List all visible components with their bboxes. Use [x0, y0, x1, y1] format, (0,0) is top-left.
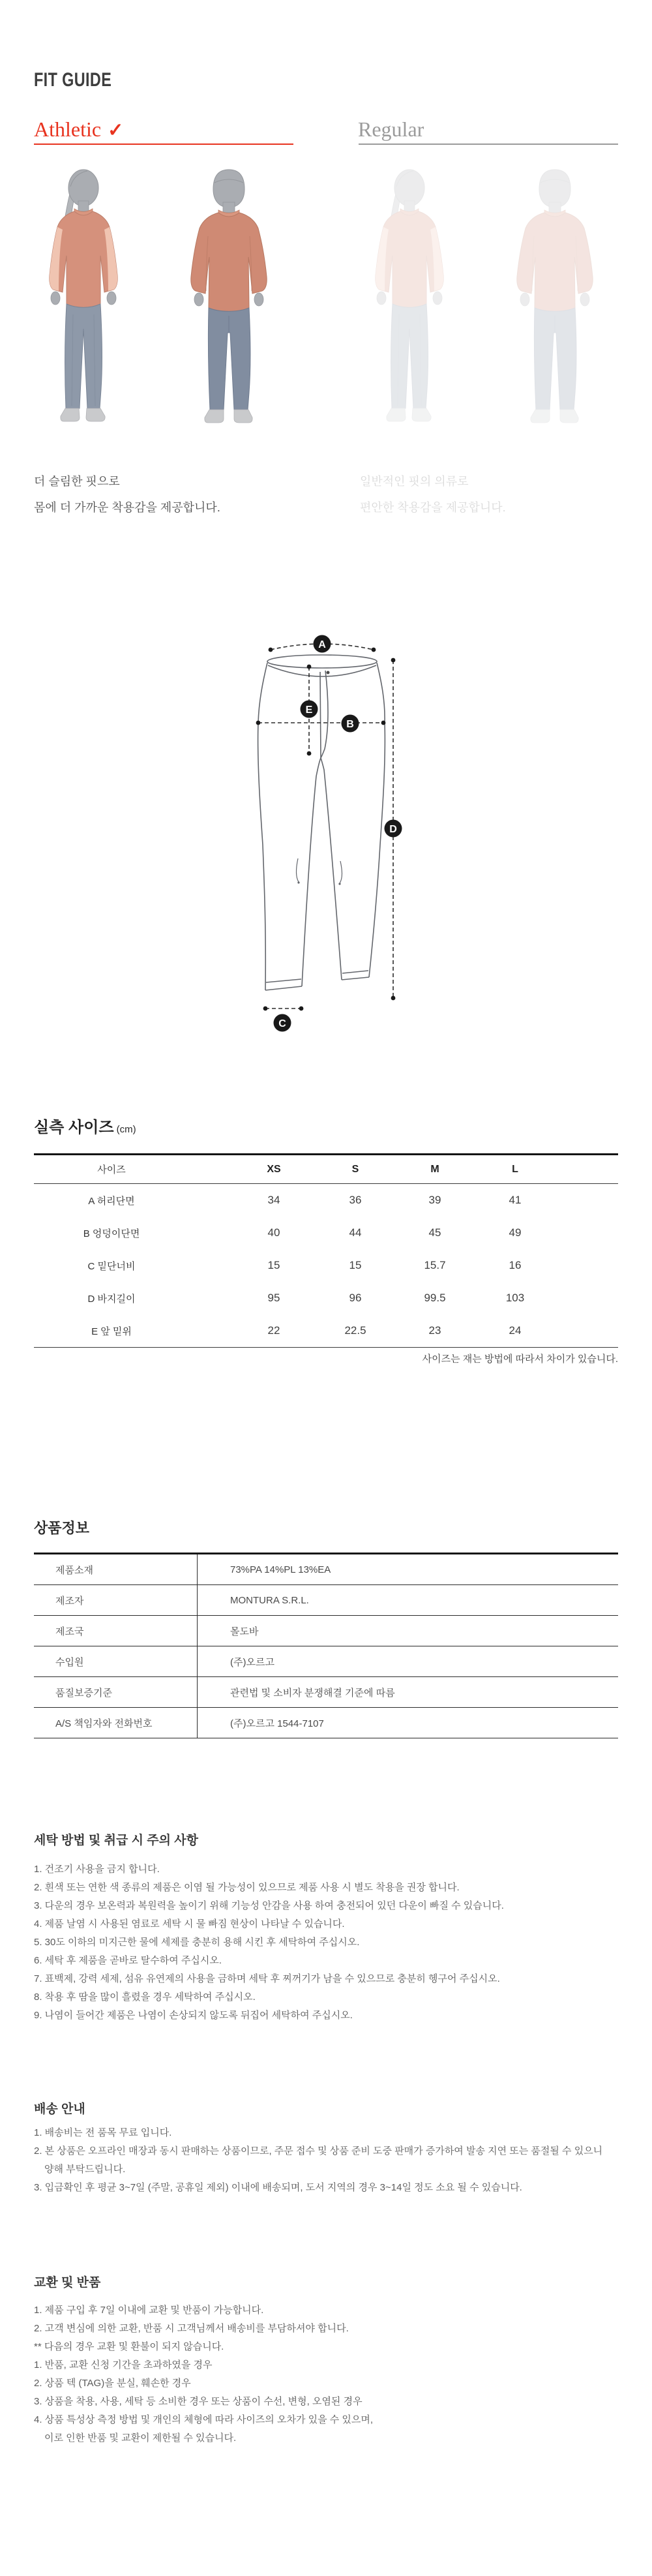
- shipping-list: [34, 2124, 627, 2197]
- care-item: 9. 나염이 들어간 제품은 나염이 손상되지 않도록 뒤집어 세탁하여 주십시오.: [34, 2010, 353, 2021]
- no-refund-item: 4. 상품 특성상 측정 방법 및 개인의 체형에 따라 사이즈의 오차가 있을 수 있으며,: [34, 2414, 374, 2425]
- drawcord-tip-right: [338, 883, 340, 885]
- product-info-table: [34, 1553, 618, 1738]
- athletic-underline: [34, 144, 293, 145]
- product-info-row: [34, 1646, 618, 1677]
- size-header-m: M: [430, 1163, 439, 1175]
- shipping-item: 3. 입금확인 후 평균 3~7일 (주말, 공휴일 제외) 이내에 배송되며, 도서 지역의 경우 3~14일 정도 소요 될 수 있습니다.: [34, 2182, 522, 2193]
- athletic-figure-front: [34, 164, 132, 432]
- size-cell: 39: [428, 1194, 441, 1206]
- athletic-caption: [34, 468, 220, 521]
- no-refund-item: 3. 상품을 착용, 사용, 세탁 등 소비한 경우 또는 상품이 수선, 변형, 오염된 경우: [34, 2396, 363, 2407]
- regular-figure-back: [505, 164, 603, 432]
- check-icon: ✓: [108, 120, 124, 141]
- fit-option-regular-label: Regular: [358, 117, 424, 141]
- size-cell: 34: [267, 1194, 280, 1206]
- size-table-unit: (cm): [116, 1124, 136, 1135]
- size-cell: 22.5: [344, 1324, 366, 1337]
- size-cell: 95: [267, 1292, 280, 1304]
- marker-a-letter: A: [318, 639, 326, 650]
- pants-outline: [258, 655, 385, 990]
- marker-d-letter: D: [389, 824, 397, 835]
- returns-item: 1. 제품 구입 후 7일 이내에 교환 및 반품이 가능합니다.: [34, 2305, 264, 2316]
- drawcord-tip-left: [297, 881, 299, 883]
- no-refund-item: 1. 반품, 교환 신청 기간을 초과하였을 경우: [34, 2359, 213, 2371]
- fit-guide-heading: FIT GUIDE: [34, 69, 112, 91]
- athletic-figure-back: [179, 164, 277, 432]
- athletic-caption-line2: 몸에 더 가까운 착용감을 제공합니다.: [34, 501, 220, 514]
- product-info-value: 73%PA 14%PL 13%EA: [230, 1564, 331, 1575]
- care-item: 1. 건조기 사용을 금지 합니다.: [34, 1864, 160, 1875]
- athletic-caption-line1: 더 슬림한 핏으로: [34, 475, 120, 488]
- care-item: 7. 표백제, 강력 세제, 섬유 유연제의 사용을 금하며 세탁 후 찌꺼기가 남을 수 있으므로 충분히 헹구어 주십시오.: [34, 1973, 500, 1984]
- care-instructions-list: [34, 1860, 627, 2025]
- product-info-row: [34, 1585, 618, 1616]
- regular-caption-line2: 편안한 착용감을 제공합니다.: [360, 501, 506, 514]
- care-item: 4. 제품 날염 시 사용된 염료로 세탁 시 물 빠짐 현상이 나타날 수 있습니다.: [34, 1918, 345, 1930]
- care-item: 2. 흰색 또는 연한 색 종류의 제품은 이염 될 가능성이 있으므로 제품 사용 시 별도 착용을 권장 합니다.: [34, 1882, 460, 1893]
- product-info-label: 품질보증기준: [34, 1677, 198, 1707]
- size-table-title: [34, 1114, 136, 1137]
- regular-underline: [359, 144, 618, 145]
- product-info-value: (주)오르고: [230, 1656, 274, 1668]
- product-info-value: (주)오르고 1544-7107: [230, 1718, 324, 1729]
- no-refund-item-continuation: 이로 인한 반품 및 교환이 제한될 수 있습니다.: [44, 2432, 237, 2444]
- regular-caption-line1: 일반적인 핏의 의류로: [360, 475, 469, 488]
- size-cell: 96: [349, 1292, 362, 1304]
- product-info-label: 제조자: [34, 1585, 198, 1615]
- marker-b-letter: B: [346, 719, 354, 730]
- pants-measurement-diagram: [241, 620, 411, 1050]
- waist-button: [327, 671, 330, 674]
- product-info-row: [34, 1708, 618, 1738]
- size-cell: 45: [428, 1226, 441, 1239]
- returns-item: 2. 고객 변심에 의한 교환, 반품 시 고객님께서 배송비를 부담하셔야 합니다.: [34, 2323, 349, 2334]
- size-row-label: C 밑단너비: [87, 1260, 136, 1272]
- size-header-l: L: [512, 1163, 518, 1175]
- product-info-value: MONTURA S.R.L.: [230, 1594, 309, 1606]
- size-cell: 15.7: [424, 1259, 446, 1271]
- product-info-label: 제조국: [34, 1616, 198, 1646]
- size-header-xs: XS: [267, 1163, 281, 1175]
- size-table-note: 사이즈는 재는 방법에 따라서 차이가 있습니다.: [422, 1354, 618, 1365]
- marker-c-letter: C: [278, 1018, 286, 1029]
- size-cell: 15: [267, 1259, 280, 1271]
- product-info-label: 제품소재: [34, 1554, 198, 1584]
- measure-lines: [258, 644, 393, 1008]
- care-item: 5. 30도 이하의 미지근한 물에 세제를 충분히 용해 시킨 후 세탁하여 주십시오.: [34, 1937, 360, 1948]
- size-header-label: 사이즈: [97, 1164, 126, 1175]
- size-row-label: D 바지길이: [87, 1293, 136, 1305]
- returns-list: [34, 2301, 627, 2447]
- size-cell: 16: [509, 1259, 522, 1271]
- returns-section-title: 교환 및 반품: [34, 2276, 101, 2290]
- care-item: 8. 착용 후 땀을 많이 흘렸을 경우 세탁하여 주십시오.: [34, 1992, 256, 2003]
- size-table: [34, 1153, 618, 1348]
- size-cell: 49: [509, 1226, 522, 1239]
- fit-option-regular: [358, 117, 424, 142]
- size-cell: 103: [505, 1292, 525, 1304]
- size-row-waist: [34, 1184, 618, 1217]
- size-cell: 24: [509, 1324, 522, 1337]
- no-refund-title: ** 다음의 경우 교환 및 환불이 되지 않습니다.: [34, 2341, 224, 2352]
- size-row-label: E 앞 밑위: [91, 1326, 132, 1337]
- size-row-rise: [34, 1314, 618, 1348]
- shipping-section-title: 배송 안내: [34, 2102, 85, 2116]
- product-info-row: [34, 1677, 618, 1708]
- product-info-row: [34, 1616, 618, 1646]
- product-info-value: 관련법 및 소비자 분쟁해결 기준에 따름: [230, 1687, 395, 1699]
- size-row-hem: [34, 1249, 618, 1282]
- size-header-s: S: [351, 1163, 359, 1175]
- product-info-value: 몰도바: [230, 1626, 259, 1637]
- size-row-label: A 허리단면: [88, 1195, 135, 1207]
- size-cell: 99.5: [424, 1292, 446, 1304]
- size-cell: 41: [509, 1194, 522, 1206]
- fit-option-athletic-label: Athletic: [34, 117, 102, 141]
- size-row-label: B 엉덩이단면: [83, 1228, 140, 1239]
- shipping-item: 2. 본 상품은 오프라인 매장과 동시 판매하는 상품이므로, 주문 접수 및 상품 준비 도중 판매가 증가하여 발송 지연 또는 품절될 수 있으니: [34, 2145, 603, 2157]
- size-row-length: [34, 1282, 618, 1314]
- product-info-row: [34, 1554, 618, 1585]
- size-cell: 44: [349, 1226, 362, 1239]
- size-table-header-row: [34, 1155, 618, 1184]
- size-cell: 36: [349, 1194, 362, 1206]
- size-cell: 23: [428, 1324, 441, 1337]
- marker-e-letter: E: [305, 705, 313, 716]
- product-info-title: 상품정보: [34, 1520, 90, 1536]
- product-info-label: 수입원: [34, 1646, 198, 1676]
- no-refund-item: 2. 상품 텍 (TAG)을 분실, 훼손한 경우: [34, 2378, 191, 2389]
- product-info-label: A/S 책임자와 전화번호: [34, 1708, 198, 1738]
- size-cell: 40: [267, 1226, 280, 1239]
- shipping-item: 1. 배송비는 전 품목 무료 입니다.: [34, 2127, 172, 2138]
- care-item: 6. 세탁 후 제품을 곧바로 탈수하여 주십시오.: [34, 1955, 222, 1966]
- size-cell: 15: [349, 1259, 362, 1271]
- size-cell: 22: [267, 1324, 280, 1337]
- size-row-hip: [34, 1217, 618, 1249]
- regular-figure-front: [360, 164, 458, 432]
- care-section-title: 세탁 방법 및 취급 시 주의 사항: [34, 1834, 198, 1847]
- care-item: 3. 다운의 경우 보온력과 복원력을 높이기 위해 기능성 안감을 사용 하여 충전되어 있던 다운이 빠질 수 있습니다.: [34, 1900, 504, 1911]
- measure-line-dots: [256, 648, 396, 1011]
- shipping-item-continuation: 양해 부탁드립니다.: [44, 2164, 126, 2175]
- size-table-title-text: 실측 사이즈: [34, 1119, 114, 1136]
- regular-caption: [360, 468, 506, 521]
- fit-option-athletic: [34, 117, 123, 142]
